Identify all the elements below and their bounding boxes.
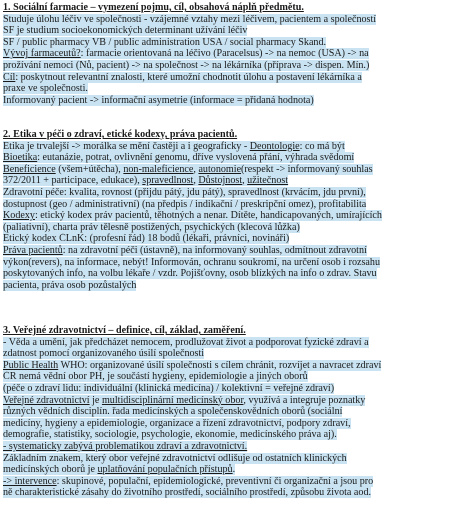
text-run: Zdravotní péče: kvalita, rovnost (přijdu pátý, jdu pátý), spravedlnost (krvácím, jdu první),	[3, 186, 366, 198]
underlined-term: uplatňování populačních přístupů	[97, 464, 233, 476]
text-line	[3, 429, 446, 441]
text-line	[3, 187, 446, 199]
text-line	[3, 337, 446, 349]
text-line	[3, 371, 446, 383]
text-run: (všem+útěcha),	[55, 163, 124, 175]
text-run: je	[89, 394, 102, 406]
text-line	[3, 141, 446, 153]
text-line	[3, 257, 446, 269]
text-run: ně charakteristické zásahy do životního prostředí, sociálního prostředí, způsobu života aod.	[3, 487, 372, 499]
text-line	[3, 441, 446, 453]
underlined-term: užitečnost	[247, 175, 289, 187]
text-line	[3, 476, 446, 488]
text-run: : farmacie orientovaná na léčivo (Paracelsus) -> na nemoc (USA) -> na	[80, 48, 369, 60]
text-run: Etický kodex ČLnK: (profesní řád) 18 bodů (lékaři, právníci, novináři)	[3, 233, 290, 245]
text-run: ČR nemá vědní obor PH, je součástí hygieny, epidemiologie a jiných oborů	[3, 371, 308, 383]
text-line	[3, 383, 446, 395]
text-run: - Věda a umění, jak předcházet nemocem, prodlužovat život a podporovat fyzické zdraví a	[3, 336, 369, 348]
text-run: : na zdravotní péči (ústavně), na informovaný souhlas, odmítnout zdravotní	[62, 244, 367, 256]
text-run: : eutanázie, potrat, ovlivnění genomu, dříve vyslovená přání, výhrada svědomí	[37, 152, 355, 164]
text-line	[3, 233, 446, 245]
text-run: ,	[193, 175, 199, 187]
underlined-term: multidisciplinární medicínský obor	[101, 394, 244, 406]
text-run: (péče o zdraví lidu: individuální (klinická medicína) / kolektivní = veřejné zdraví)	[3, 382, 335, 394]
text-line	[3, 360, 446, 372]
text-run: medicíny, hygieny a epidemiologie, organizace a řízení zdravotnictví, podpory zdraví,	[3, 417, 351, 429]
underlined-term: Kodexy	[3, 210, 35, 222]
text-line	[3, 48, 446, 60]
underlined-term: - systematicky zabývá problematikou zdraví a zdravotnictví.	[3, 440, 248, 452]
text-line	[3, 280, 446, 292]
section-body	[3, 14, 446, 107]
text-line	[3, 453, 446, 465]
text-line	[3, 199, 446, 211]
underlined-term: Beneficience	[3, 163, 56, 175]
text-line	[3, 487, 446, 499]
text-line	[3, 152, 446, 164]
section-heading: 2. Etika v péči o zdraví, etické kodexy, práva pacientů.	[3, 129, 238, 140]
text-run: Etika je trvalejší -> morálka se mění častěji a i geograficky -	[3, 140, 250, 152]
text-run: různých vědních disciplín. řada medicínských a společenskovědních oborů (sociální	[3, 406, 343, 418]
text-line	[3, 348, 446, 360]
text-run: prožívání nemoci (Nů, pacient) -> na společnost -> na lékárníka (příprava -> dispen. Mín.)	[3, 59, 370, 71]
underlined-term: Public Health	[3, 359, 59, 371]
underlined-term: -> intervence	[3, 475, 57, 487]
section-body	[3, 337, 446, 499]
text-run: demografie, statistiky, sociologie, psychologie, ekonomie, medicínského práva aj).	[3, 429, 337, 441]
underlined-term: Cíl	[3, 71, 16, 83]
section-heading: 1. Sociální farmacie – vymezení pojmu, cíl, obsahová náplň předmětu.	[3, 2, 304, 13]
text-run: 372/2011 + participace, edukace),	[3, 175, 143, 187]
text-line	[3, 222, 446, 234]
text-run: medicínských oborů je	[3, 464, 98, 476]
text-run: Základním znakem, který obor veřejné zdravotnictví odlišuje od ostatních klinických	[3, 452, 347, 464]
underlined-term: Práva pacientů	[3, 244, 63, 256]
text-run: pacienta, práva osob pozůstalých	[3, 279, 137, 291]
text-run: ,	[242, 175, 248, 187]
text-run: poskytovaných info, na volbu lékaře / vzdr. Pojišťovny, osob blízkých na info o zdrav. Stavu	[3, 268, 377, 280]
text-run: výkon(revers), na informace, nebýt! Informován, ochranu soukromí, na určení osob i rozsahu	[3, 256, 380, 268]
underlined-term: Deontologie	[249, 140, 300, 152]
underlined-term: Vývoj farmaceutů?	[3, 48, 81, 60]
text-run: praxe ve společnosti.	[3, 83, 88, 95]
text-run: WHO: organizované úsilí společnosti s cílem chránit, rozvíjet a navracet zdraví	[58, 359, 382, 371]
underlined-term: autonomie	[198, 163, 242, 175]
section-social-pharmacy	[3, 2, 446, 106]
text-run: zdatnost pomocí organizovaného úsilí společnosti	[3, 348, 205, 360]
text-run: dostupnost (geo / administrativní) (na předpis / indikační / preskripční omez), profitabilita	[3, 198, 367, 210]
section-heading: 3. Veřejné zdravotnictví – definice, cíl, základ, zaměření.	[3, 325, 246, 336]
text-line	[3, 95, 446, 107]
text-line	[3, 418, 446, 430]
text-line	[3, 14, 446, 26]
text-run: SF / public pharmacy VB / public administration USA / social pharmacy Skand.	[3, 36, 327, 48]
section-body	[3, 141, 446, 292]
text-run: (paliativní), charta práv tělesně postižených, psychických (klecová lůžka)	[3, 221, 300, 233]
text-run: : etický kodex práv pacientů, těhotných a nenar. Dítěte, handicapovaných, umírajících	[34, 210, 382, 222]
text-run: Studuje úlohu léčiv ve společnosti - vzájemné vztahy mezi léčivem, pacientem a společností	[3, 13, 377, 25]
text-line	[3, 37, 446, 49]
text-line	[3, 25, 446, 37]
underlined-term: Veřejné zdravotnictví	[3, 394, 90, 406]
text-run: : co má být	[299, 140, 345, 152]
underlined-term: Bioetika	[3, 152, 38, 164]
text-line	[3, 395, 446, 407]
text-line	[3, 60, 446, 72]
text-run: SF je studium socioekonomických determinant užívání léčiv	[3, 25, 248, 37]
section-ethics	[3, 129, 446, 291]
text-line	[3, 245, 446, 257]
section-public-health	[3, 325, 446, 499]
text-line	[3, 406, 446, 418]
text-line	[3, 210, 446, 222]
text-line	[3, 464, 446, 476]
underlined-term: Důstojnost	[198, 175, 243, 187]
text-line	[3, 83, 446, 95]
text-run: , využívá a integruje poznatky	[243, 394, 366, 406]
text-run: : skupinové, populační, epidemiologické, preventivní či organizační a jsou pro	[56, 475, 374, 487]
text-run: : poskytnout relevantní znalosti, které umožní chodnotit úlohu a postavení lékárníka a	[15, 71, 362, 83]
underlined-term: non-maleficience	[123, 163, 194, 175]
text-line	[3, 164, 446, 176]
text-line	[3, 72, 446, 84]
text-line	[3, 268, 446, 280]
text-run: ,	[193, 163, 199, 175]
text-run: Informovaný pacient -> informační asymetrie (informace = přidaná hodnota)	[3, 94, 314, 106]
text-run: .	[232, 464, 236, 476]
text-line	[3, 175, 446, 187]
underlined-term: spravedlnost	[142, 175, 194, 187]
text-run: (respekt -> informovaný souhlas	[241, 163, 373, 175]
